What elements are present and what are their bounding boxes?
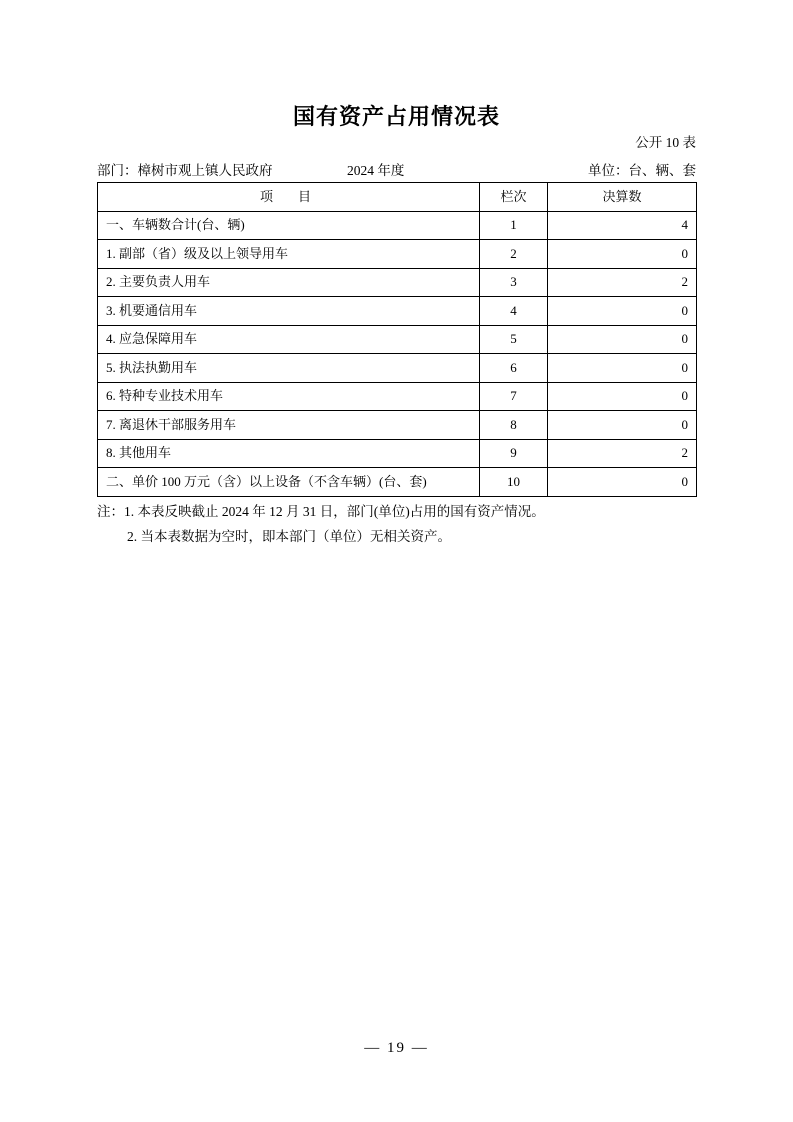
row-no: 8 [480, 411, 548, 440]
row-item: 1. 副部（省）级及以上领导用车 [98, 240, 480, 269]
row-no: 9 [480, 439, 548, 468]
asset-occupation-table [97, 182, 697, 497]
table-row [98, 411, 697, 440]
row-no: 4 [480, 297, 548, 326]
row-no: 1 [480, 211, 548, 240]
table-row [98, 354, 697, 383]
page-number: — 19 — [364, 1040, 429, 1056]
row-value: 0 [548, 411, 697, 440]
row-value: 0 [548, 382, 697, 411]
row-no: 5 [480, 325, 548, 354]
row-no: 2 [480, 240, 548, 269]
table-row [98, 240, 697, 269]
row-no: 6 [480, 354, 548, 383]
row-item: 二、单价 100 万元（含）以上设备（不含车辆）(台、套) [98, 468, 480, 497]
year-label: 2024 年度 [347, 163, 405, 178]
department-label: 部门：樟树市观上镇人民政府 [97, 163, 273, 178]
row-value: 0 [548, 297, 697, 326]
row-item: 4. 应急保障用车 [98, 325, 480, 354]
row-value: 2 [548, 439, 697, 468]
note-line-2: 2. 当本表数据为空时，即本部门（单位）无相关资产。 [127, 528, 451, 544]
row-item: 一、车辆数合计(台、辆) [98, 211, 480, 240]
table-row [98, 268, 697, 297]
row-no: 3 [480, 268, 548, 297]
table-row [98, 211, 697, 240]
table-row [98, 325, 697, 354]
row-value: 0 [548, 354, 697, 383]
table-notes [97, 500, 697, 550]
table-row [98, 382, 697, 411]
table-row [98, 468, 697, 497]
page-title: 国有资产占用情况表 [292, 105, 500, 130]
row-item: 2. 主要负责人用车 [98, 268, 480, 297]
unit-label: 单位：台、辆、套 [588, 163, 696, 178]
row-value: 0 [548, 468, 697, 497]
header-value: 决算数 [548, 183, 697, 212]
row-value: 0 [548, 240, 697, 269]
row-item: 7. 离退休干部服务用车 [98, 411, 480, 440]
table-row [98, 439, 697, 468]
table-meta [97, 159, 696, 177]
row-item: 6. 特种专业技术用车 [98, 382, 480, 411]
row-item: 3. 机要通信用车 [98, 297, 480, 326]
row-item: 5. 执法执勤用车 [98, 354, 480, 383]
header-no: 栏次 [480, 183, 548, 212]
note-line-1: 注：1. 本表反映截止 2024 年 12 月 31 日，部门(单位)占用的国有资产情况。 [97, 504, 545, 519]
table-row [98, 297, 697, 326]
sheet-label: 公开 10 表 [635, 135, 696, 150]
row-value: 4 [548, 211, 697, 240]
row-no: 10 [480, 468, 548, 497]
row-no: 7 [480, 382, 548, 411]
row-item: 8. 其他用车 [98, 439, 480, 468]
table-header-row [98, 183, 697, 212]
header-item: 项 目 [98, 183, 480, 212]
row-value: 0 [548, 325, 697, 354]
row-value: 2 [548, 268, 697, 297]
